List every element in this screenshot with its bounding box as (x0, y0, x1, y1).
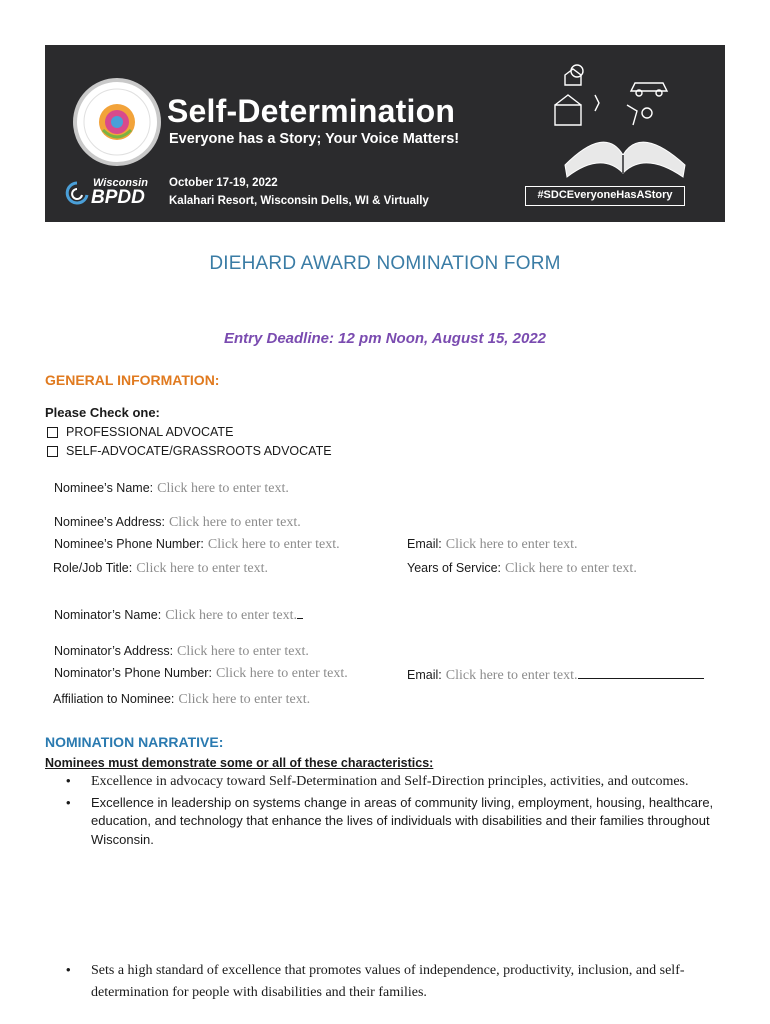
nominator-name-input[interactable]: Click here to enter text. (165, 608, 298, 623)
list-item-text: Excellence in leadership on systems change in areas of community living, employment, housing, healthcare, education, and technology that enhance the lives of individuals with disabilities and their families throughout Wisconsin. (91, 794, 714, 847)
affiliation-field (53, 692, 310, 708)
role-job-title-field (53, 561, 268, 577)
conference-logo-art (73, 78, 161, 166)
checkbox-icon[interactable] (47, 446, 58, 457)
field-label: Nominee’s Name: (54, 481, 154, 495)
nominee-phone-input[interactable]: Click here to enter text. (207, 537, 340, 552)
conference-logo (73, 78, 161, 166)
nominator-email-input[interactable]: Click here to enter text. (445, 668, 578, 683)
list-item (66, 772, 726, 792)
field-label: Nominator’s Name: (54, 608, 162, 622)
bullet-icon: • (66, 794, 71, 810)
list-item-text: Sets a high standard of excellence that promotes values of independence, productivity, inclusion, and self-determination for people with disabilities and their families. (91, 963, 685, 1000)
nominator-phone-input[interactable]: Click here to enter text. (215, 666, 348, 681)
checkbox-self-advocate[interactable] (47, 444, 332, 458)
field-label: Email: (407, 668, 442, 682)
characteristics-list (66, 772, 726, 849)
bullet-icon: • (66, 773, 71, 788)
field-label: Affiliation to Nominee: (53, 692, 175, 706)
bpdd-swirl-icon (63, 179, 91, 209)
list-item (66, 959, 726, 1003)
field-label: Nominee’s Phone Number: (54, 537, 204, 551)
hashtag-badge: #SDCEveryoneHasAStory (525, 186, 685, 206)
field-label: Email: (407, 537, 442, 551)
bpdd-logo (63, 177, 153, 211)
banner-location: Kalahari Resort, Wisconsin Dells, WI & Virtually (169, 195, 429, 207)
checkbox-professional-advocate[interactable] (47, 425, 233, 439)
banner-tagline: Everyone has a Story; Your Voice Matters! (169, 131, 460, 147)
nominee-name-field (54, 481, 289, 497)
affiliation-input[interactable]: Click here to enter text. (178, 692, 311, 707)
years-of-service-field (407, 561, 637, 577)
field-label: Nominator’s Address: (54, 644, 174, 658)
characteristics-list-continued (66, 959, 726, 1003)
checkbox-label: PROFESSIONAL ADVOCATE (66, 425, 234, 439)
bpdd-logo-top: Wisconsin (93, 177, 148, 189)
bullet-icon: • (66, 962, 71, 977)
nominee-email-field (407, 537, 578, 553)
checkbox-label: SELF-ADVOCATE/GRASSROOTS ADVOCATE (66, 444, 332, 458)
entry-deadline: Entry Deadline: 12 pm Noon, August 15, 2022 (223, 330, 547, 347)
field-label: Nominee’s Address: (54, 515, 165, 529)
characteristics-intro: Nominees must demonstrate some or all of these characteristics: (45, 756, 434, 770)
banner-dates: October 17-19, 2022 (169, 177, 278, 189)
nominee-address-field (54, 515, 301, 531)
book-doodle-icon (535, 55, 715, 195)
nominee-email-input[interactable]: Click here to enter text. (445, 537, 578, 552)
nomination-narrative-heading: NOMINATION NARRATIVE: (45, 734, 224, 750)
nominee-address-input[interactable]: Click here to enter text. (168, 515, 301, 530)
list-item-text: Excellence in advocacy toward Self-Determination and Self-Direction principles, activities, and outcomes. (91, 774, 689, 789)
underline (297, 606, 303, 619)
nominator-email-field (407, 666, 704, 684)
role-job-title-input[interactable]: Click here to enter text. (136, 561, 269, 576)
field-label: Nominator’s Phone Number: (54, 666, 212, 680)
field-label: Role/Job Title: (53, 561, 133, 575)
underline (578, 666, 704, 679)
conference-banner (45, 45, 725, 222)
form-title: DIEHARD AWARD NOMINATION FORM (209, 253, 561, 274)
check-one-prompt: Please Check one: (45, 405, 160, 420)
nominator-name-field (54, 606, 303, 624)
list-item (66, 794, 726, 850)
checkbox-icon[interactable] (47, 427, 58, 438)
bpdd-logo-main: BPDD (91, 187, 145, 208)
nominee-name-input[interactable]: Click here to enter text. (157, 481, 289, 496)
nominator-phone-field (54, 666, 348, 682)
nominee-phone-field (54, 537, 340, 553)
general-information-heading: GENERAL INFORMATION: (45, 372, 220, 388)
banner-title: Self-Determination (167, 93, 456, 129)
nominator-address-field (54, 644, 309, 660)
nominator-address-input[interactable]: Click here to enter text. (177, 644, 309, 659)
field-label: Years of Service: (407, 561, 502, 575)
years-of-service-input[interactable]: Click here to enter text. (505, 561, 637, 576)
